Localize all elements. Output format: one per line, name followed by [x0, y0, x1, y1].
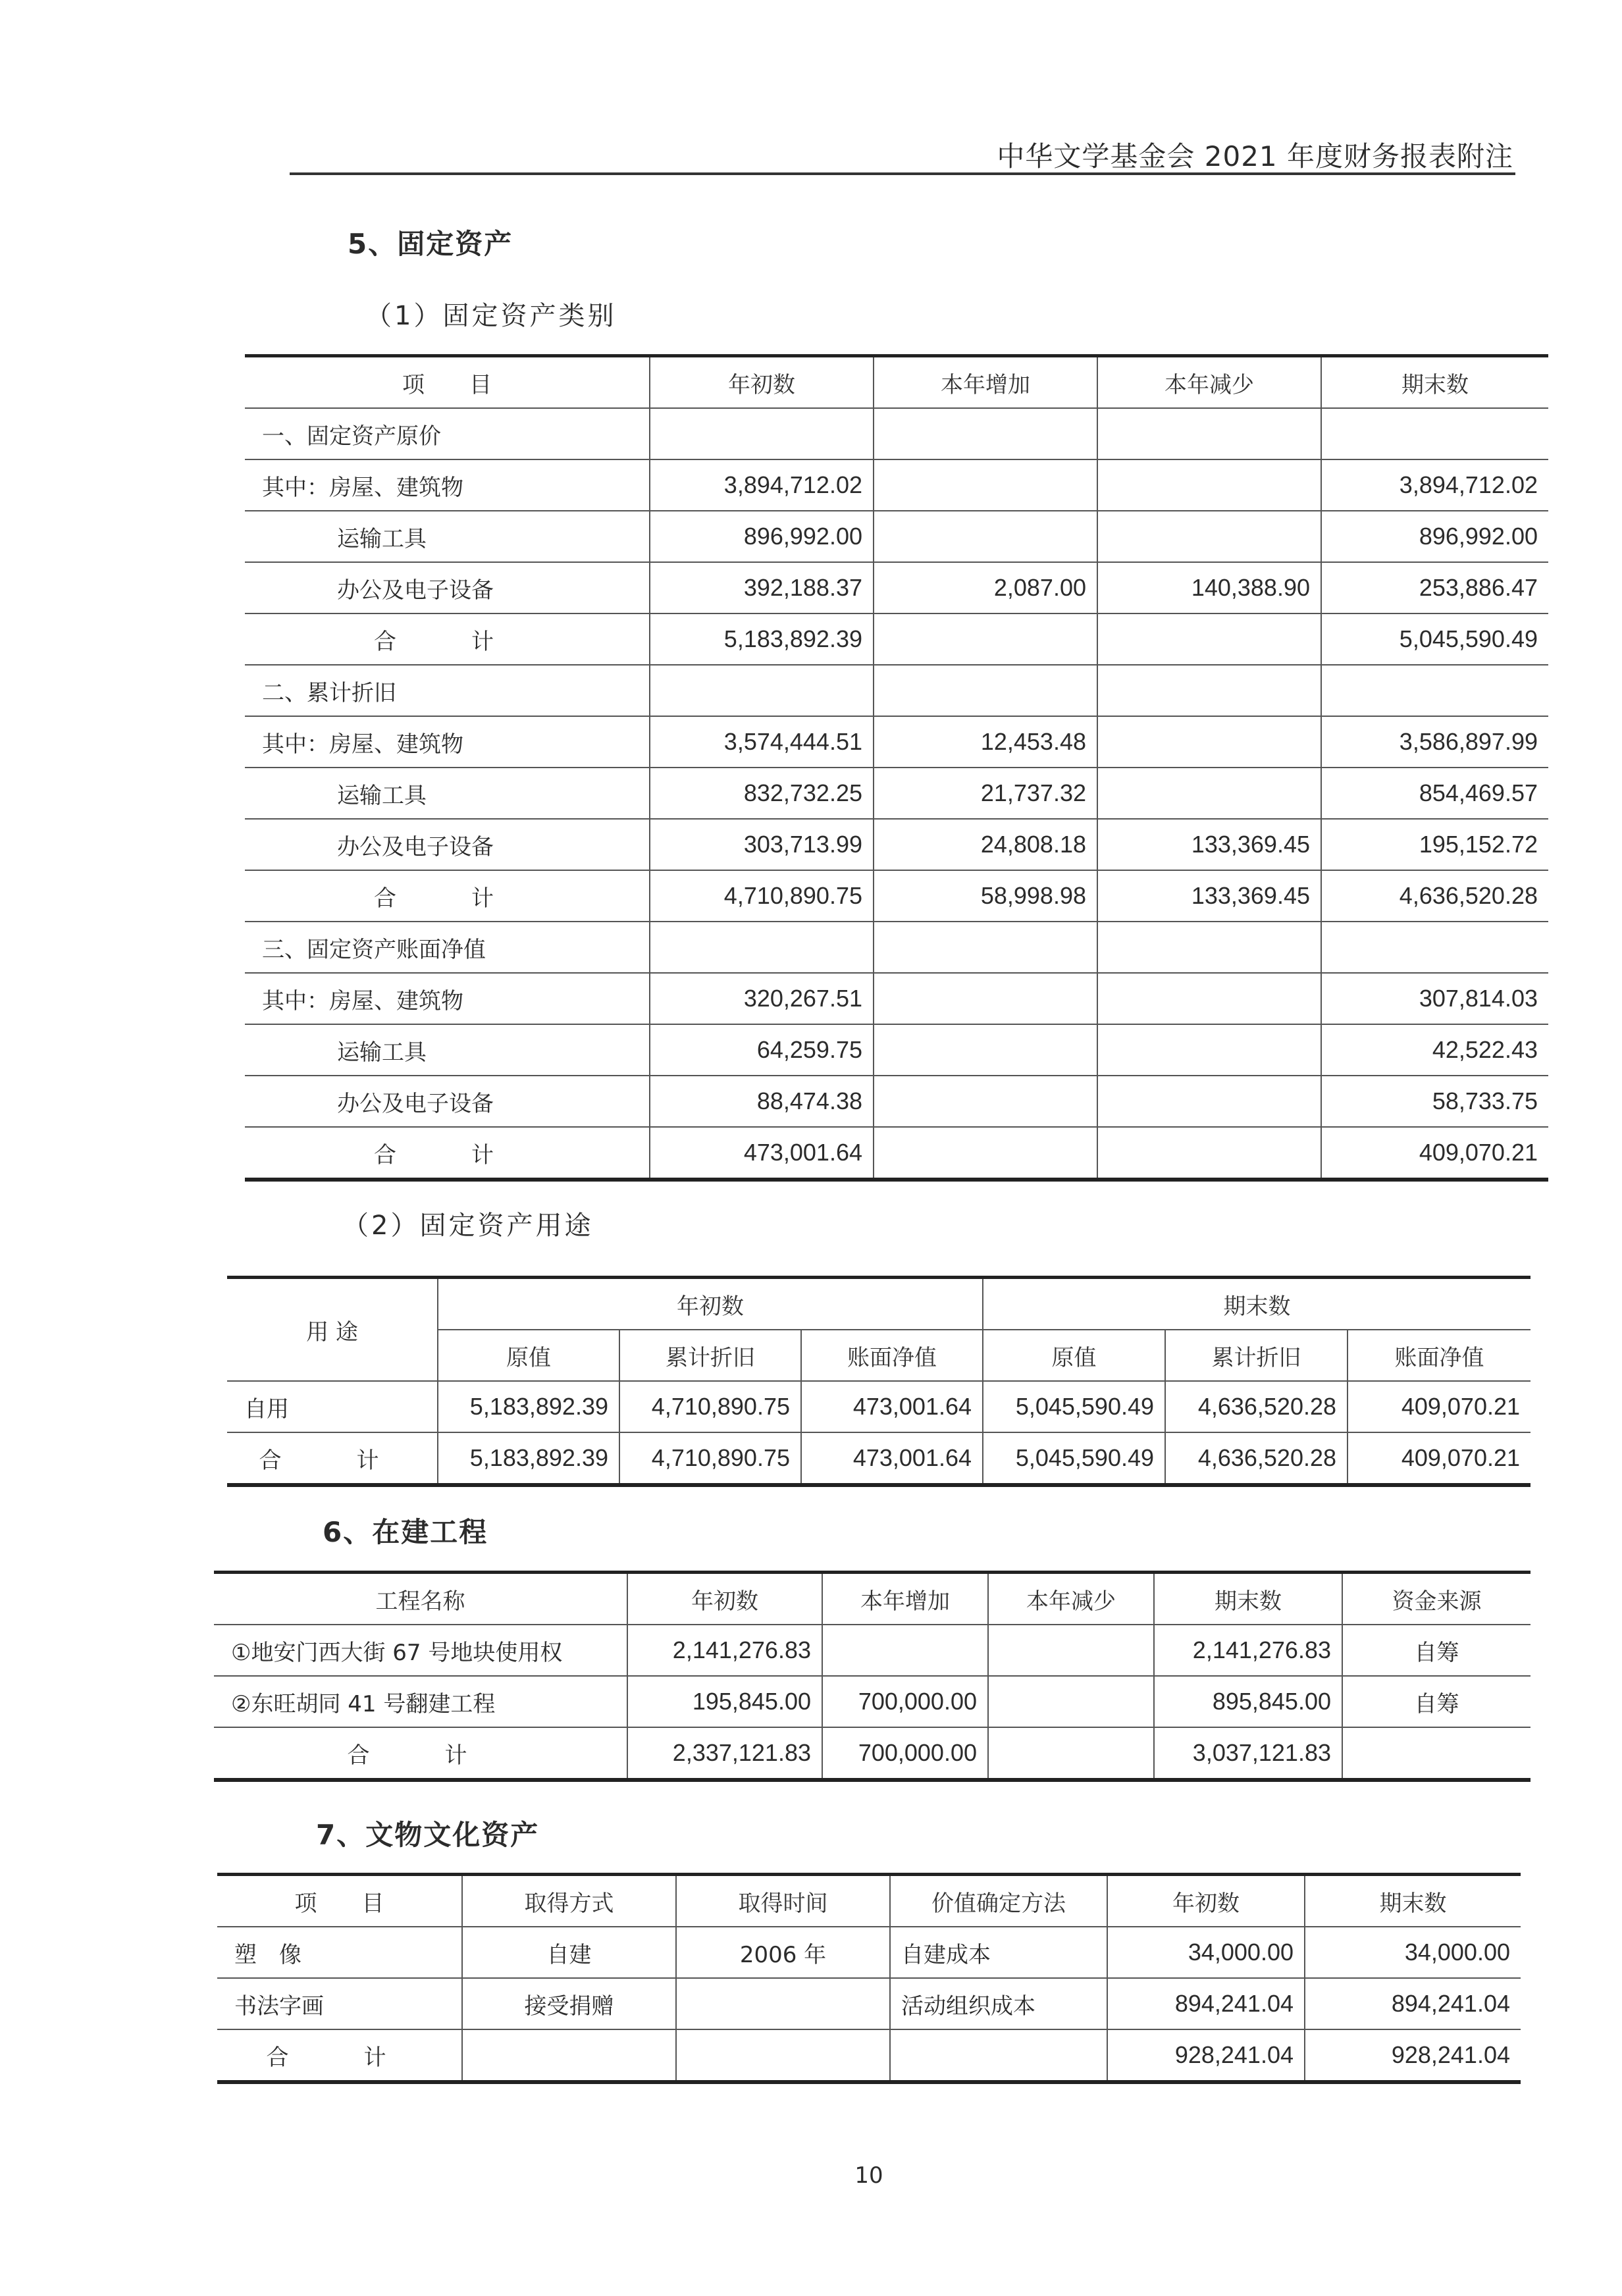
header-cell: 原值: [983, 1330, 1165, 1381]
cell-value: 5,045,590.49: [983, 1381, 1165, 1432]
cell-value: [874, 408, 1097, 459]
cell-value: 303,713.99: [650, 819, 874, 870]
table-row-total: [245, 613, 1548, 665]
cell-value: [1097, 1127, 1321, 1180]
cell-value: 3,586,897.99: [1321, 716, 1548, 768]
cell-value: [1097, 1076, 1321, 1127]
cell-value: 58,998.98: [874, 870, 1097, 922]
cell-value: 88,474.38: [650, 1076, 874, 1127]
cell-value: [462, 2029, 676, 2082]
row-label: 合 计: [227, 1432, 438, 1485]
cell-value: 894,241.04: [1305, 1978, 1521, 2029]
cell-value: 4,710,890.75: [619, 1381, 801, 1432]
cell-value: [874, 973, 1097, 1024]
cell-value: 12,453.48: [874, 716, 1097, 768]
cell-value: 832,732.25: [650, 768, 874, 819]
cell-value: [676, 2029, 890, 2082]
header-cell: 原值: [438, 1330, 619, 1381]
header-cell: 年初数: [438, 1278, 983, 1330]
cell-value: 409,070.21: [1347, 1381, 1530, 1432]
header-cell: 价值确定方法: [890, 1875, 1107, 1927]
cell-value: 58,733.75: [1321, 1076, 1548, 1127]
cell-value: [676, 1978, 890, 2029]
header-cell: 工程名称: [214, 1573, 627, 1625]
row-label: 办公及电子设备: [245, 562, 650, 613]
cell-value: [988, 1625, 1154, 1676]
cell-value: [890, 2029, 1107, 2082]
cell-value: 320,267.51: [650, 973, 874, 1024]
construction-in-progress-table: [214, 1571, 1530, 1782]
report-header-title: 中华文学基金会 2021 年度财务报表附注: [997, 140, 1513, 172]
row-label: 书法字画: [217, 1978, 462, 2029]
header-cell: 期末数: [1154, 1573, 1342, 1625]
header-cell: 年初数: [650, 356, 874, 409]
table-header-row: [217, 1875, 1521, 1927]
table-row: [245, 922, 1548, 973]
row-label: 运输工具: [245, 511, 650, 562]
cell-value: 21,737.32: [874, 768, 1097, 819]
cell-value: 473,001.64: [801, 1381, 983, 1432]
row-label: 办公及电子设备: [245, 1076, 650, 1127]
cell-value: [1097, 511, 1321, 562]
cell-value: 140,388.90: [1097, 562, 1321, 613]
cell-value: 64,259.75: [650, 1024, 874, 1076]
cell-value: 896,992.00: [650, 511, 874, 562]
table-row: [217, 1927, 1521, 1978]
header-cell: 累计折旧: [619, 1330, 801, 1381]
cell-value: [874, 1076, 1097, 1127]
table-row-total: [245, 1127, 1548, 1180]
cell-value: [1097, 922, 1321, 973]
cell-value: [650, 922, 874, 973]
table-row-total: [227, 1432, 1530, 1485]
cell-value: 409,070.21: [1347, 1432, 1530, 1485]
header-cell: 期末数: [1321, 356, 1548, 409]
cell-value: [1097, 408, 1321, 459]
cell-value: 34,000.00: [1305, 1927, 1521, 1978]
row-label: 合 计: [245, 870, 650, 922]
cell-value: 5,183,892.39: [438, 1432, 619, 1485]
header-cell: 本年减少: [988, 1573, 1154, 1625]
row-label: 运输工具: [245, 768, 650, 819]
header-cell: 累计折旧: [1165, 1330, 1347, 1381]
page-number: 10: [854, 2162, 883, 2189]
cell-value: 4,636,520.28: [1165, 1432, 1347, 1485]
cell-value: 895,845.00: [1154, 1676, 1342, 1727]
row-label: 一、固定资产原价: [245, 408, 650, 459]
cell-value: [874, 511, 1097, 562]
header-cell: 项 目: [217, 1875, 462, 1927]
cell-value: 自建: [462, 1927, 676, 1978]
cultural-assets-table: [217, 1873, 1521, 2084]
table-row: [214, 1676, 1530, 1727]
cell-value: [1097, 613, 1321, 665]
cell-value: 133,369.45: [1097, 870, 1321, 922]
cell-value: 2,087.00: [874, 562, 1097, 613]
header-cell: 用 途: [227, 1278, 438, 1382]
section-6-title: 6、在建工程: [323, 1516, 488, 1548]
header-cell: 本年增加: [822, 1573, 988, 1625]
cell-value: 409,070.21: [1321, 1127, 1548, 1180]
section-5-2-subtitle: （2）固定资产用途: [342, 1211, 594, 1241]
cell-value: 5,183,892.39: [650, 613, 874, 665]
cell-value: 5,183,892.39: [438, 1381, 619, 1432]
table-row: [214, 1625, 1530, 1676]
header-cell: 期末数: [983, 1278, 1530, 1330]
cell-value: 自筹: [1342, 1625, 1530, 1676]
header-rule: [290, 172, 1515, 175]
header-cell: 取得时间: [676, 1875, 890, 1927]
cell-value: 5,045,590.49: [1321, 613, 1548, 665]
cell-value: [650, 408, 874, 459]
row-label: 其中：房屋、建筑物: [245, 973, 650, 1024]
cell-value: 3,894,712.02: [650, 459, 874, 511]
row-label: 办公及电子设备: [245, 819, 650, 870]
row-label: 塑 像: [217, 1927, 462, 1978]
section-5-title: 5、固定资产: [348, 228, 513, 260]
cell-value: [1097, 459, 1321, 511]
row-label: 合 计: [245, 1127, 650, 1180]
row-label: 三、固定资产账面净值: [245, 922, 650, 973]
cell-value: 2,141,276.83: [1154, 1625, 1342, 1676]
table-row: [245, 768, 1548, 819]
cell-value: [874, 922, 1097, 973]
table-row: [245, 1076, 1548, 1127]
cell-value: [822, 1625, 988, 1676]
cell-value: 活动组织成本: [890, 1978, 1107, 2029]
cell-value: 3,574,444.51: [650, 716, 874, 768]
cell-value: [874, 1127, 1097, 1180]
cell-value: 392,188.37: [650, 562, 874, 613]
header-cell: 期末数: [1305, 1875, 1521, 1927]
cell-value: [1097, 973, 1321, 1024]
table-row: [245, 1024, 1548, 1076]
cell-value: 896,992.00: [1321, 511, 1548, 562]
row-label: 自用: [227, 1381, 438, 1432]
header-cell: 资金来源: [1342, 1573, 1530, 1625]
table-header-row: [214, 1573, 1530, 1625]
fixed-asset-category-table: [245, 354, 1548, 1182]
row-label: ①地安门西大街 67 号地块使用权: [214, 1625, 627, 1676]
cell-value: 4,710,890.75: [650, 870, 874, 922]
cell-value: 5,045,590.49: [983, 1432, 1165, 1485]
cell-value: 2,141,276.83: [627, 1625, 822, 1676]
cell-value: 928,241.04: [1107, 2029, 1305, 2082]
cell-value: 700,000.00: [822, 1727, 988, 1780]
table-row: [245, 665, 1548, 716]
cell-value: [874, 665, 1097, 716]
cell-value: 2,337,121.83: [627, 1727, 822, 1780]
cell-value: 自筹: [1342, 1676, 1530, 1727]
section-7-title: 7、文物文化资产: [316, 1819, 540, 1851]
fixed-asset-usage-table: [227, 1276, 1530, 1487]
row-label: 其中：房屋、建筑物: [245, 459, 650, 511]
table-row: [245, 459, 1548, 511]
table-row: [245, 408, 1548, 459]
cell-value: 195,845.00: [627, 1676, 822, 1727]
row-label: ②东旺胡同 41 号翻建工程: [214, 1676, 627, 1727]
header-cell: 年初数: [1107, 1875, 1305, 1927]
row-label: 合 计: [214, 1727, 627, 1780]
cell-value: [874, 613, 1097, 665]
table-row: [245, 973, 1548, 1024]
cell-value: [988, 1727, 1154, 1780]
table-row: [217, 1978, 1521, 2029]
cell-value: 自建成本: [890, 1927, 1107, 1978]
table-header-row: [245, 356, 1548, 409]
cell-value: 854,469.57: [1321, 768, 1548, 819]
cell-value: [874, 1024, 1097, 1076]
header-cell: 本年增加: [874, 356, 1097, 409]
cell-value: 253,886.47: [1321, 562, 1548, 613]
cell-value: 473,001.64: [801, 1432, 983, 1485]
cell-value: 4,636,520.28: [1165, 1381, 1347, 1432]
cell-value: 894,241.04: [1107, 1978, 1305, 2029]
cell-value: [1321, 408, 1548, 459]
cell-value: 接受捐赠: [462, 1978, 676, 2029]
section-5-1-subtitle: （1）固定资产类别: [365, 301, 617, 331]
header-cell: 本年减少: [1097, 356, 1321, 409]
cell-value: [988, 1676, 1154, 1727]
header-cell: 取得方式: [462, 1875, 676, 1927]
cell-value: 4,636,520.28: [1321, 870, 1548, 922]
cell-value: [1321, 665, 1548, 716]
row-label: 合 计: [245, 613, 650, 665]
cell-value: 34,000.00: [1107, 1927, 1305, 1978]
cell-value: [874, 459, 1097, 511]
table-row: [245, 562, 1548, 613]
table-row: [245, 511, 1548, 562]
cell-value: [1321, 922, 1548, 973]
cell-value: [1097, 716, 1321, 768]
header-cell: 年初数: [627, 1573, 822, 1625]
cell-value: [1342, 1727, 1530, 1780]
cell-value: [1097, 665, 1321, 716]
cell-value: [650, 665, 874, 716]
cell-value: 42,522.43: [1321, 1024, 1548, 1076]
cell-value: 928,241.04: [1305, 2029, 1521, 2082]
row-label: 合 计: [217, 2029, 462, 2082]
cell-value: 473,001.64: [650, 1127, 874, 1180]
cell-value: 307,814.03: [1321, 973, 1548, 1024]
cell-value: 2006 年: [676, 1927, 890, 1978]
table-row-total: [245, 870, 1548, 922]
header-cell: 项 目: [245, 356, 650, 409]
row-label: 其中：房屋、建筑物: [245, 716, 650, 768]
row-label: 运输工具: [245, 1024, 650, 1076]
table-row: [227, 1381, 1530, 1432]
table-row-total: [217, 2029, 1521, 2082]
cell-value: 195,152.72: [1321, 819, 1548, 870]
cell-value: 700,000.00: [822, 1676, 988, 1727]
row-label: 二、累计折旧: [245, 665, 650, 716]
cell-value: [1097, 1024, 1321, 1076]
table-row-total: [214, 1727, 1530, 1780]
cell-value: [1097, 768, 1321, 819]
header-cell: 账面净值: [1347, 1330, 1530, 1381]
header-cell: 账面净值: [801, 1330, 983, 1381]
table-header-row: [227, 1278, 1530, 1330]
cell-value: 133,369.45: [1097, 819, 1321, 870]
cell-value: 3,037,121.83: [1154, 1727, 1342, 1780]
table-row: [245, 819, 1548, 870]
table-row: [245, 716, 1548, 768]
cell-value: 4,710,890.75: [619, 1432, 801, 1485]
cell-value: 3,894,712.02: [1321, 459, 1548, 511]
cell-value: 24,808.18: [874, 819, 1097, 870]
